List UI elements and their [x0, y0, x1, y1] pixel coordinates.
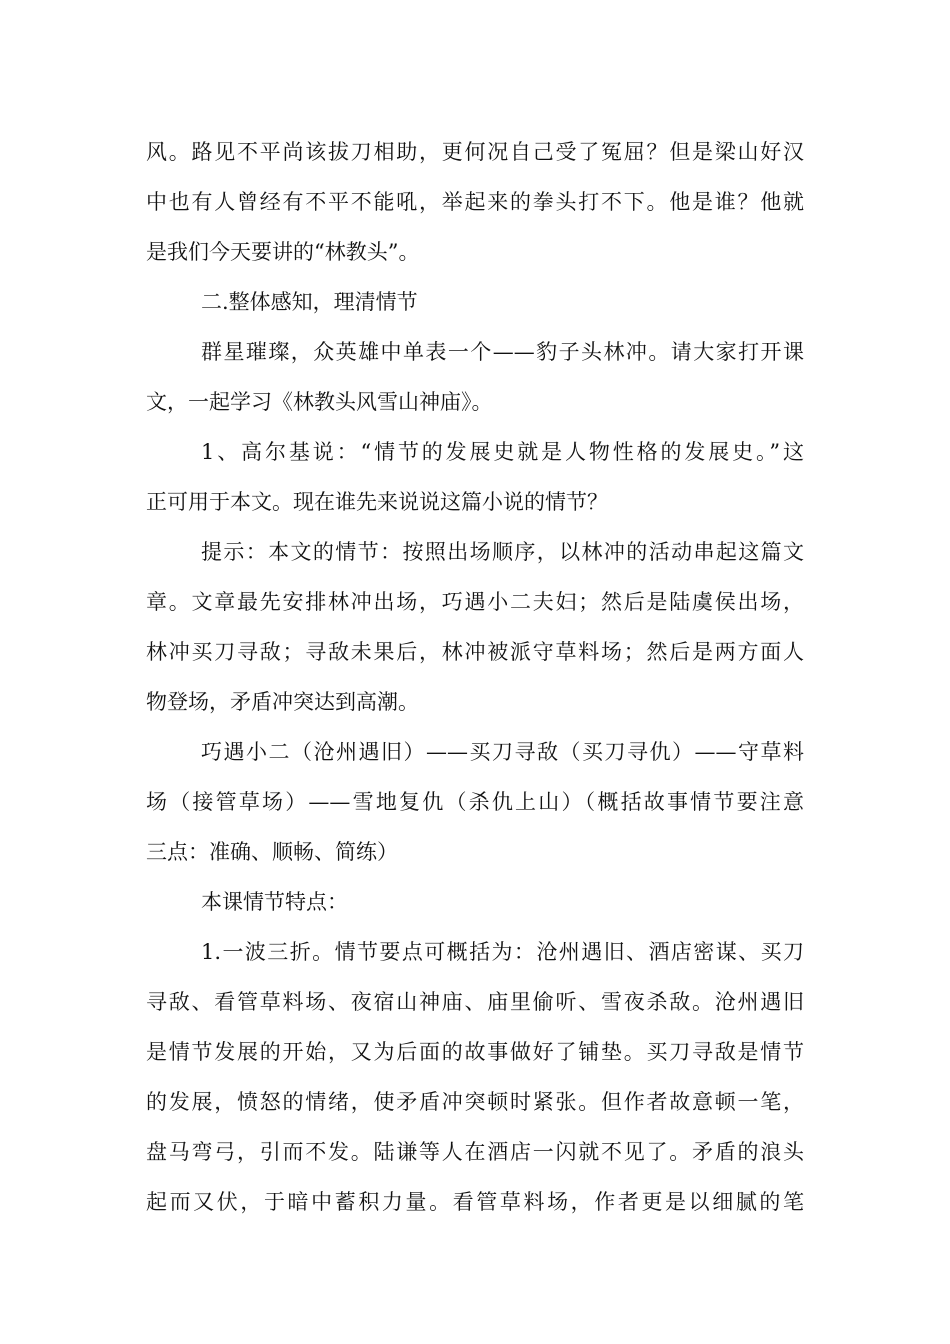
text-line [0, 437, 950, 467]
text-line [0, 737, 950, 767]
text-line [0, 1137, 950, 1167]
text-line-content: 章。文章最先安排林冲出场，巧遇小二夫妇；然后是陆虞侯出场， [146, 590, 804, 614]
text-line [0, 387, 950, 417]
section-heading [0, 287, 950, 317]
text-line [0, 487, 950, 517]
text-line [0, 337, 950, 367]
text-line [0, 187, 950, 217]
text-line [0, 537, 950, 567]
text-line [0, 637, 950, 667]
text-line-content: 是我们今天要讲的“林教头”。 [146, 240, 420, 264]
text-line-content: 提示：本文的情节：按照出场顺序，以林冲的活动串起这篇文 [201, 540, 804, 564]
text-line [0, 137, 950, 167]
text-line-content: 二.整体感知，理清情节 [201, 290, 418, 314]
text-line-content: 正可用于本文。现在谁先来说说这篇小说的情节？ [146, 490, 608, 514]
text-line [0, 987, 950, 1017]
text-line-content: 本课情节特点： [201, 890, 348, 914]
text-line-content: 群星璀璨，众英雄中单表一个——豹子头林冲。请大家打开课 [201, 340, 804, 364]
text-line-content: 三点：准确、顺畅、简练） [146, 840, 398, 864]
text-line [0, 1037, 950, 1067]
text-line [0, 237, 950, 267]
text-line-content: 1.一波三折。情节要点可概括为：沧州遇旧、酒店密谋、买刀 [201, 940, 804, 964]
text-line-content: 场（接管草场）——雪地复仇（杀仇上山）（概括故事情节要注意 [146, 790, 804, 814]
text-line [0, 1187, 950, 1217]
text-line-content: 物登场，矛盾冲突达到高潮。 [146, 690, 419, 714]
text-line-content: 风。路见不平尚该拔刀相助，更何况自己受了冤屈？但是梁山好汉 [146, 140, 804, 164]
text-line [0, 1087, 950, 1117]
text-line [0, 837, 950, 867]
text-line-content: 寻敌、看管草料场、夜宿山神庙、庙里偷听、雪夜杀敌。沧州遇旧 [146, 990, 804, 1014]
text-line-content: 文，一起学习《林教头风雪山神庙》。 [146, 390, 493, 414]
text-line [0, 787, 950, 817]
text-line-content: 盘马弯弓，引而不发。陆谦等人在酒店一闪就不见了。矛盾的浪头 [146, 1140, 804, 1164]
text-line-content: 1、高尔基说：“情节的发展史就是人物性格的发展史。”这 [201, 440, 804, 464]
text-line [0, 937, 950, 967]
text-line-content: 林冲买刀寻敌；寻敌未果后，林冲被派守草料场；然后是两方面人 [146, 640, 804, 664]
text-line [0, 687, 950, 717]
text-line [0, 887, 950, 917]
text-line-content: 中也有人曾经有不平不能吼，举起来的拳头打不下。他是谁？他就 [146, 190, 804, 214]
text-line-content: 的发展，愤怒的情绪，使矛盾冲突顿时紧张。但作者故意顿一笔， [146, 1090, 804, 1114]
text-line-content: 是情节发展的开始，又为后面的故事做好了铺垫。买刀寻敌是情节 [146, 1040, 804, 1064]
text-line-content: 起而又伏，于暗中蓄积力量。看管草料场，作者更是以细腻的笔 [146, 1190, 804, 1214]
text-line [0, 587, 950, 617]
text-line-content: 巧遇小二（沧州遇旧）——买刀寻敌（买刀寻仇）——守草料 [201, 740, 804, 764]
